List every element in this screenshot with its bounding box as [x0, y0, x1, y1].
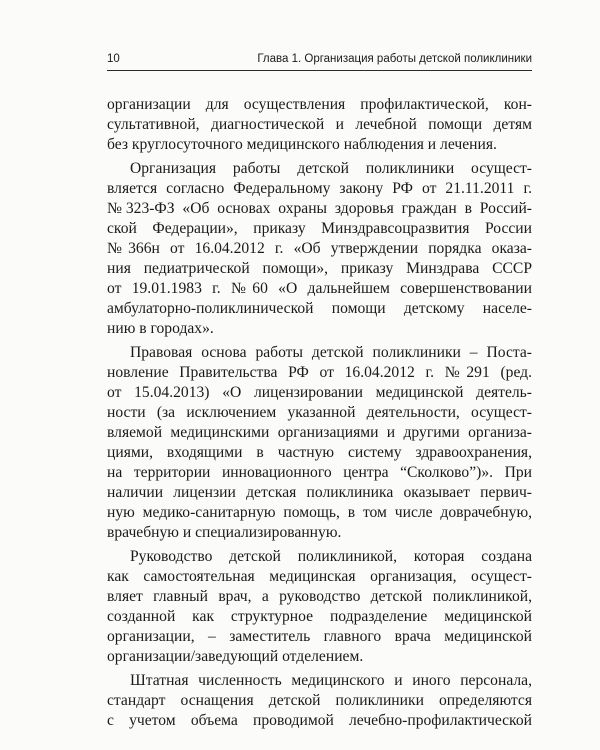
- text-line: ской Федерации», приказу Минздравсоцразвития России: [107, 220, 532, 237]
- text-line: без круглосуточного медицинского наблюдения и лечения.: [107, 136, 497, 153]
- text-line: с учетом объема проводимой лечебно-профилактической: [107, 712, 532, 729]
- text-line: организации/заведующий отделением.: [107, 648, 364, 665]
- text-line: наличии лицензии детская поликлиника оказывает первич-: [107, 484, 532, 501]
- text-line: №366н от 16.04.2012 г. «Об утверждении порядка оказа-: [107, 240, 532, 257]
- text-line: Штатная численность медицинского и иного персонала,: [130, 672, 532, 689]
- text-line: ния педиатрической помощи», приказу Минздрава СССР: [107, 260, 532, 277]
- text-line: от 19.01.1983 г. №60 «О дальнейшем совершенствовании: [107, 280, 532, 297]
- paragraph: [107, 671, 532, 731]
- paragraph: [107, 159, 532, 339]
- text-line: №323-ФЗ «Об основах охраны здоровья граждан в Россий-: [107, 200, 532, 217]
- text-line: как самостоятельная медицинская организация, осущест-: [107, 568, 532, 585]
- text-line: амбулаторно-поликлинической помощи детскому населе-: [107, 300, 532, 317]
- paragraph: [107, 547, 532, 667]
- text-line: созданной как структурное подразделение медицинской: [107, 608, 532, 625]
- text-line: ную медико-санитарную помощь, в том числе доврачебную,: [107, 504, 532, 521]
- running-title: Глава 1. Организация работы детской поликлиники: [257, 53, 532, 65]
- body-text: [107, 95, 532, 735]
- text-line: вляется согласно Федеральному закону РФ от 21.11.2011 г.: [107, 180, 532, 197]
- text-line: ности (за исключением указанной деятельности, осущест-: [107, 404, 532, 421]
- text-line: новление Правительства РФ от 16.04.2012 г. №291 (ред.: [107, 364, 532, 381]
- text-line: вляет главный врач, а руководство детской поликлиникой,: [107, 588, 532, 605]
- text-line: организации для осуществления профилактической, кон-: [107, 96, 532, 113]
- text-line: Руководство детской поликлиникой, которая создана: [130, 548, 532, 565]
- text-line: врачебную и специализированную.: [107, 524, 342, 541]
- page-header: [107, 48, 532, 71]
- text-line: нию в городах».: [107, 320, 214, 337]
- page-number: 10: [107, 53, 120, 65]
- text-line: вляемой медицинскими организациями и другими организа-: [107, 424, 532, 441]
- text-line: циями, входящими в частную систему здравоохранения,: [107, 444, 532, 461]
- paragraph: [107, 343, 532, 543]
- text-line: сультативной, диагностической и лечебной помощи детям: [107, 116, 532, 133]
- text-line: Правовая основа работы детской поликлиники – Поста-: [130, 344, 532, 361]
- text-line: организации, – заместитель главного врача медицинской: [107, 628, 532, 645]
- text-line: на территории инновационного центра “Сколково”)». При: [107, 464, 532, 481]
- paragraph: [107, 95, 532, 155]
- text-line: от 15.04.2013) «О лицензировании медицинской деятель-: [107, 384, 532, 401]
- text-line: стандарт оснащения детской поликлиники определяются: [107, 692, 532, 709]
- text-line: Организация работы детской поликлиники осущест-: [130, 160, 532, 177]
